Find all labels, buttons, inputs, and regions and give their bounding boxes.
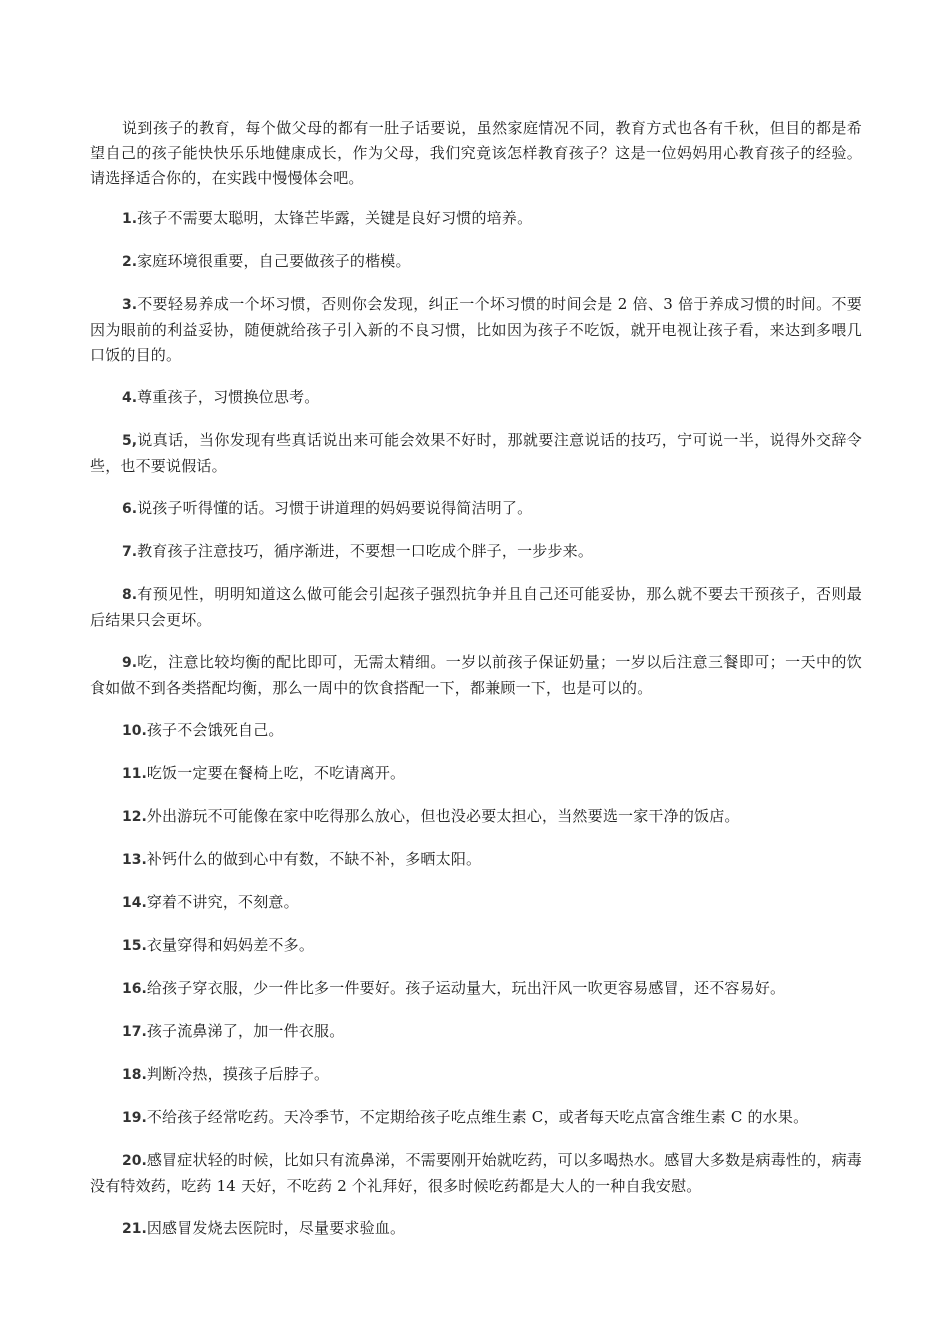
item-number: 19.	[122, 1110, 147, 1126]
list-item-1	[90, 206, 862, 232]
item-number: 18.	[122, 1067, 147, 1083]
item-text: 说真话，当你发现有些真话说出来可能会效果不好时，那就要注意说话的技巧，宁可说一半，说得外交辞令些，也不要说假话。	[90, 431, 862, 475]
item-text: 有预见性，明明知道这么做可能会引起孩子强烈抗争并且自己还可能妥协，那么就不要去干预孩子，否则最后结果只会更坏。	[90, 585, 862, 629]
item-text: 因感冒发烧去医院时，尽量要求验血。	[146, 1219, 406, 1237]
item-text: 不要轻易养成一个坏习惯，否则你会发现，纠正一个坏习惯的时间会是 2 倍、3 倍于养成习惯的时间。不要因为眼前的利益妥协，随便就给孩子引入新的不良习惯，比如因为孩子不吃饭，就开电视让孩子看，来达到多喂几口饭的目的。	[90, 295, 862, 364]
item-text: 孩子不会饿死自己。	[146, 721, 284, 739]
list-item-14	[90, 890, 862, 916]
list-item-2	[90, 249, 862, 275]
item-number: 15.	[122, 938, 147, 954]
item-number: 13.	[122, 852, 147, 868]
item-text: 给孩子穿衣服，少一件比多一件要好。孩子运动量大，玩出汗风一吹更容易感冒，还不容易好。	[146, 979, 786, 997]
item-text: 补钙什么的做到心中有数，不缺不补，多晒太阳。	[146, 850, 482, 868]
list-item-13	[90, 847, 862, 873]
list-item-19	[90, 1105, 862, 1131]
item-number: 7.	[122, 544, 138, 560]
item-number: 16.	[122, 981, 147, 997]
intro-paragraph: 说到孩子的教育，每个做父母的都有一肚子话要说，虽然家庭情况不同，教育方式也各有千秋，但目的都是希望自己的孩子能快快乐乐地健康成长，作为父母，我们究竟该怎样教育孩子？这是一位妈妈用心教育孩子的经验。请选择适合你的，在实践中慢慢体会吧。	[90, 119, 862, 187]
item-text: 家庭环境很重要，自己要做孩子的楷模。	[137, 252, 411, 270]
item-text: 外出游玩不可能像在家中吃得那么放心，但也没必要太担心，当然要选一家干净的饭店。	[146, 807, 740, 825]
item-number: 5,	[122, 433, 138, 449]
item-text: 穿着不讲究，不刻意。	[146, 893, 299, 911]
item-number: 8.	[122, 587, 138, 603]
list-item-3	[90, 292, 862, 368]
list-item-20	[90, 1148, 862, 1199]
item-number: 11.	[122, 766, 147, 782]
item-number: 9.	[122, 655, 138, 671]
list-item-16	[90, 976, 862, 1002]
item-text: 吃，注意比较均衡的配比即可，无需太精细。一岁以前孩子保证奶量；一岁以后注意三餐即可；一天中的饮食如做不到各类搭配均衡，那么一周中的饮食搭配一下，都兼顾一下，也是可以的。	[90, 653, 862, 697]
item-text: 判断冷热，摸孩子后脖子。	[146, 1065, 330, 1083]
list-item-18	[90, 1062, 862, 1088]
item-number: 4.	[122, 390, 138, 406]
article-body	[90, 116, 862, 1259]
item-text: 吃饭一定要在餐椅上吃，不吃请离开。	[146, 764, 406, 782]
list-item-6	[90, 496, 862, 522]
list-item-11	[90, 761, 862, 787]
item-text: 感冒症状轻的时候，比如只有流鼻涕，不需要刚开始就吃药，可以多喝热水。感冒大多数是病毒性的，病毒没有特效药，吃药 14 天好，不吃药 2 个礼拜好，很多时候吃药都是大人的一种自我安慰。	[90, 1151, 862, 1195]
item-number: 6.	[122, 501, 138, 517]
item-number: 2.	[122, 254, 138, 270]
list-item-4	[90, 385, 862, 411]
list-item-8	[90, 582, 862, 633]
item-text: 衣量穿得和妈妈差不多。	[146, 936, 315, 954]
item-number: 20.	[122, 1153, 147, 1169]
item-text: 尊重孩子，习惯换位思考。	[137, 388, 320, 406]
list-item-9	[90, 650, 862, 701]
list-item-21	[90, 1216, 862, 1242]
list-item-12	[90, 804, 862, 830]
item-text: 不给孩子经常吃药。天冷季节，不定期给孩子吃点维生素 C，或者每天吃点富含维生素 C 的水果。	[146, 1108, 809, 1126]
list-item-10	[90, 718, 862, 744]
item-text: 教育孩子注意技巧，循序渐进，不要想一口吃成个胖子，一步步来。	[137, 542, 594, 560]
item-text: 孩子流鼻涕了，加一件衣服。	[146, 1022, 345, 1040]
item-number: 10.	[122, 723, 147, 739]
list-item-5	[90, 428, 862, 479]
list-item-7	[90, 539, 862, 565]
item-number: 12.	[122, 809, 147, 825]
item-text: 孩子不需要太聪明，太锋芒毕露，关键是良好习惯的培养。	[137, 209, 533, 227]
item-number: 17.	[122, 1024, 147, 1040]
item-number: 21.	[122, 1221, 147, 1237]
item-text: 说孩子听得懂的话。习惯于讲道理的妈妈要说得简洁明了。	[137, 499, 533, 517]
item-number: 3.	[122, 297, 138, 313]
list-item-17	[90, 1019, 862, 1045]
item-number: 14.	[122, 895, 147, 911]
list-item-15	[90, 933, 862, 959]
item-number: 1.	[122, 211, 138, 227]
